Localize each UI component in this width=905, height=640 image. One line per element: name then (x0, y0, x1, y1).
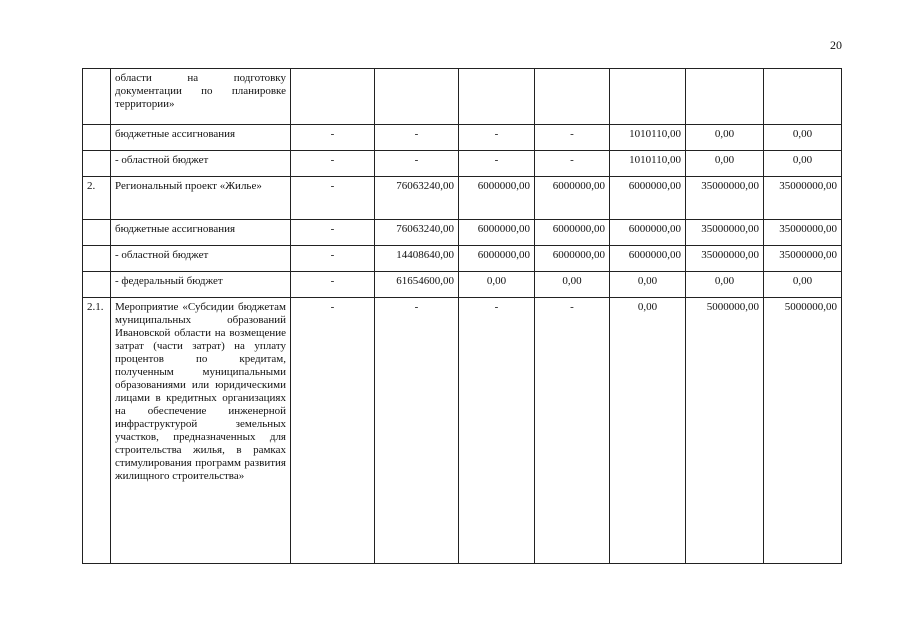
value-cell: - (291, 151, 375, 177)
value-cell: 6000000,00 (459, 177, 535, 220)
row-name-cell: - федеральный бюджет (111, 272, 291, 298)
value-cell: 0,00 (764, 272, 842, 298)
row-name-cell: области на подготовку документации по планировке территории» (111, 69, 291, 125)
value-cell: 14408640,00 (375, 246, 459, 272)
row-name-cell: - областной бюджет (111, 151, 291, 177)
value-cell: 0,00 (686, 272, 764, 298)
row-number-cell (83, 69, 111, 125)
row-name-cell: бюджетные ассигнования (111, 220, 291, 246)
value-cell (686, 69, 764, 125)
row-number-cell: 2. (83, 177, 111, 220)
value-cell: 6000000,00 (535, 177, 610, 220)
table-row (83, 177, 842, 220)
row-number-cell: 2.1. (83, 298, 111, 564)
row-name-cell: - областной бюджет (111, 246, 291, 272)
row-number-cell (83, 151, 111, 177)
value-cell: 35000000,00 (686, 177, 764, 220)
table-row (83, 125, 842, 151)
value-cell: - (459, 125, 535, 151)
value-cell: - (459, 151, 535, 177)
value-cell: 6000000,00 (535, 246, 610, 272)
value-cell: - (291, 272, 375, 298)
value-cell: 0,00 (686, 151, 764, 177)
value-cell (610, 69, 686, 125)
value-cell: 5000000,00 (686, 298, 764, 564)
value-cell: - (291, 177, 375, 220)
value-cell (535, 69, 610, 125)
value-cell: - (375, 298, 459, 564)
value-cell: - (535, 298, 610, 564)
row-name-cell: Региональный проект «Жилье» (111, 177, 291, 220)
value-cell: 5000000,00 (764, 298, 842, 564)
value-cell: 76063240,00 (375, 220, 459, 246)
value-cell: - (375, 151, 459, 177)
value-cell: - (291, 125, 375, 151)
table-row (83, 220, 842, 246)
table-row (83, 272, 842, 298)
value-cell: 6000000,00 (459, 220, 535, 246)
table-row (83, 298, 842, 564)
value-cell: 1010110,00 (610, 125, 686, 151)
value-cell: 6000000,00 (610, 177, 686, 220)
table-row (83, 151, 842, 177)
budget-table (82, 68, 842, 564)
value-cell: 0,00 (610, 298, 686, 564)
row-number-cell (83, 220, 111, 246)
value-cell: - (291, 246, 375, 272)
table-row (83, 246, 842, 272)
value-cell: 61654600,00 (375, 272, 459, 298)
value-cell: 6000000,00 (610, 246, 686, 272)
row-name-cell: Мероприятие «Субсидии бюджетам муниципальных образований Ивановской области на возмещение затрат (части затрат) на уплату процентов по кредитам, полученным муниципальными образованиями или юридическими лицами в кредитных организациях на обеспечение инженерной инфраструктурой земельных участков, предназначенных для строительства жилья, в рамках стимулирования программ развития жилищного строительства» (111, 298, 291, 564)
value-cell: 0,00 (535, 272, 610, 298)
value-cell: 0,00 (459, 272, 535, 298)
value-cell: 35000000,00 (764, 220, 842, 246)
value-cell: 6000000,00 (459, 246, 535, 272)
value-cell: 35000000,00 (764, 246, 842, 272)
value-cell (375, 69, 459, 125)
value-cell: - (535, 125, 610, 151)
value-cell: - (291, 298, 375, 564)
row-number-cell (83, 272, 111, 298)
value-cell (291, 69, 375, 125)
row-number-cell (83, 125, 111, 151)
value-cell: 0,00 (764, 125, 842, 151)
value-cell: 6000000,00 (610, 220, 686, 246)
value-cell: 1010110,00 (610, 151, 686, 177)
value-cell (764, 69, 842, 125)
value-cell: 6000000,00 (535, 220, 610, 246)
value-cell: 35000000,00 (686, 220, 764, 246)
value-cell: 35000000,00 (764, 177, 842, 220)
value-cell: - (291, 220, 375, 246)
value-cell: 76063240,00 (375, 177, 459, 220)
table-row (83, 69, 842, 125)
page-number: 20 (830, 38, 842, 52)
value-cell: - (535, 151, 610, 177)
row-name-cell: бюджетные ассигнования (111, 125, 291, 151)
value-cell (459, 69, 535, 125)
value-cell: - (375, 125, 459, 151)
row-number-cell (83, 246, 111, 272)
value-cell: 35000000,00 (686, 246, 764, 272)
value-cell: 0,00 (764, 151, 842, 177)
value-cell: 0,00 (686, 125, 764, 151)
value-cell: - (459, 298, 535, 564)
value-cell: 0,00 (610, 272, 686, 298)
